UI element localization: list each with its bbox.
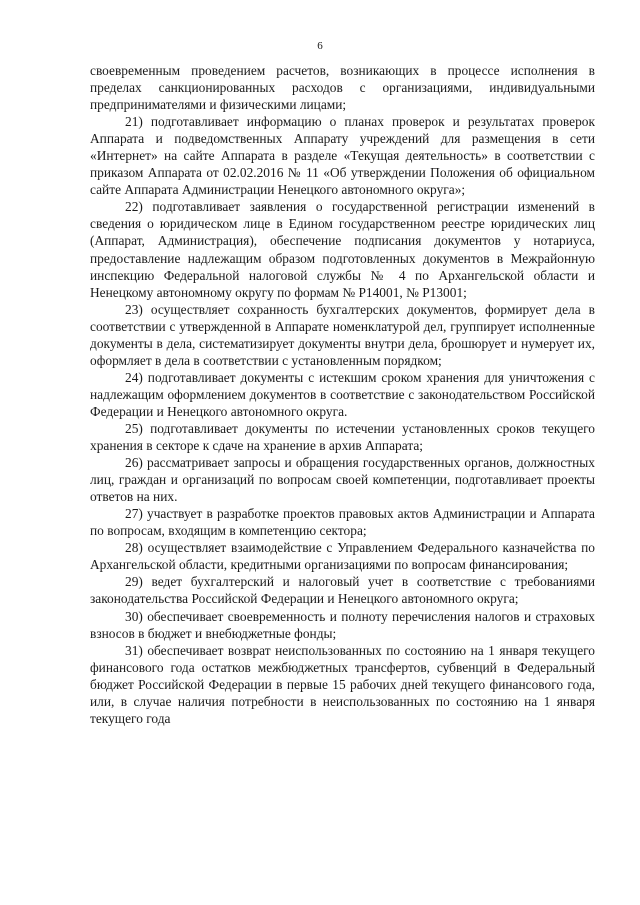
paragraph-item-25: 25) подготавливает документы по истечении установленных сроков текущего хранения в секторе к сдаче на хранение в архив Аппарата;	[90, 420, 595, 454]
page-number: 6	[317, 40, 323, 52]
paragraph-item-29: 29) ведет бухгалтерский и налоговый учет в соответствие с требованиями законодательства Российской Федерации и Ненецкого автономного округа;	[90, 574, 595, 607]
paragraph-item-31: 31) обеспечивает возврат неиспользованных по состоянию на 1 января текущего финансового года остатков межбюджетных трансфертов, субвенций в Федеральный бюджет Российской Федерации в первые 15 рабочих дней текущего финансового года, или, в случае наличия потребности в неиспользованных по состоянию на 1 января текущего года	[90, 642, 595, 726]
paragraph-item-26: 26) рассматривает запросы и обращения государственных органов, должностных лиц, граждан и организаций по вопросам своей компетенции, подготавливает проекты ответов на них.	[90, 455, 595, 505]
paragraph-item-28: 28) осуществляет взаимодействие с Управлением Федерального казначейства по Архангельской области, кредитными организациями по вопросам финансирования;	[90, 540, 595, 573]
paragraph-item-21: 21) подготавливает информацию о планах проверок и результатах проверок Аппарата и подведомственных Аппарату учреждений для размещения в сети «Интернет» на сайте Аппарата в разделе «Текущая деятельность» в соответствии с приказом Аппарата от 02.02.2016 № 11 «Об утверждении Положения об официальном сайте Аппарата Администрации Ненецкого автономного округа»;	[90, 114, 595, 198]
paragraph: своевременным проведением расчетов, возникающих в процессе исполнения в пределах санкционированных расходов с организациями, индивидуальными предпринимателями и физическими лицами;	[90, 63, 595, 113]
paragraph-item-22: 22) подготавливает заявления о государственной регистрации изменений в сведения о юридическом лице в Едином государственном реестре юридических лиц (Аппарат, Администрация), обеспечение подписания документов у нотариуса, предоставление надлежащим образом подготовленных документов в Межрайонную инспекцию Федеральной налоговой службы № 4 по Архангельской области и Ненецкому автономному округу по формам № Р14001, № Р13001;	[90, 199, 595, 300]
paragraph-item-30: 30) обеспечивает своевременность и полноту перечисления налогов и страховых взносов в бюджет и внебюджетные фонды;	[90, 608, 595, 641]
document-body	[90, 62, 595, 727]
paragraph-item-23: 23) осуществляет сохранность бухгалтерских документов, формирует дела в соответствии с утвержденной в Аппарате номенклатурой дел, группирует исполненные документы в дела, систематизирует документы внутри дела, брошюрует и нумерует их, оформляет в дела в соответствии с установленным порядком;	[90, 301, 595, 368]
paragraph-item-24: 24) подготавливает документы с истекшим сроком хранения для уничтожения с надлежащим оформлением документов в соответствие с законодательством Российской Федерации и Ненецкого автономного округа.	[90, 369, 595, 419]
paragraph-item-27: 27) участвует в разработке проектов правовых актов Администрации и Аппарата по вопросам, входящим в компетенцию сектора;	[90, 506, 595, 539]
